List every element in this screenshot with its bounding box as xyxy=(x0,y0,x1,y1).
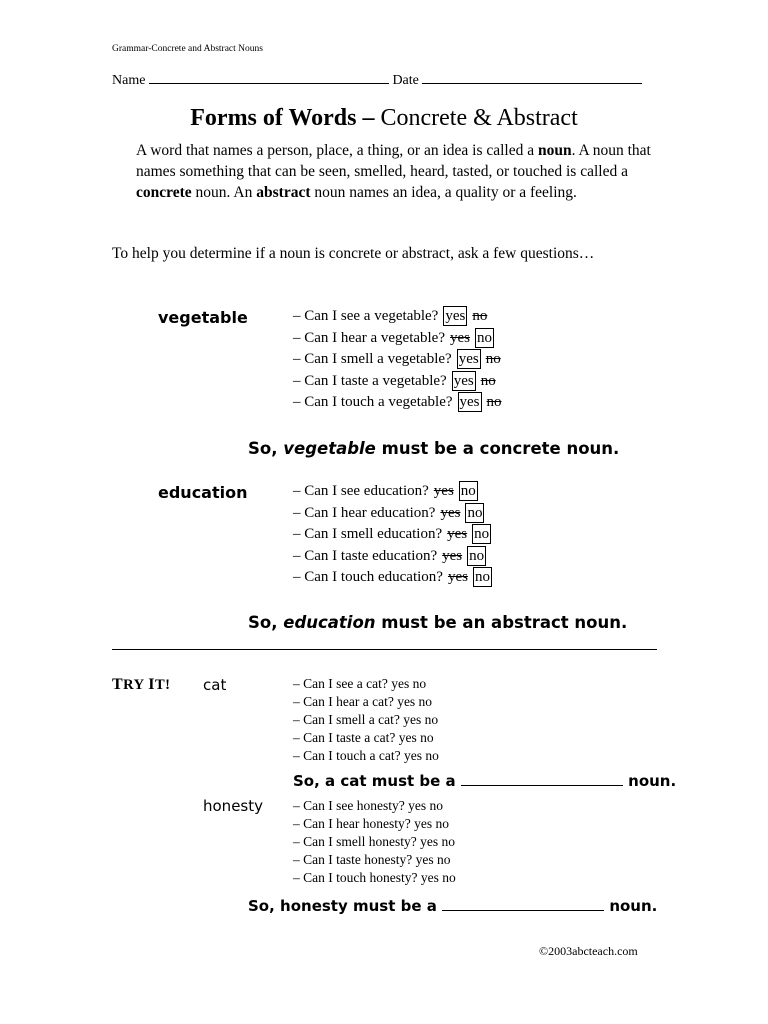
name-blank[interactable] xyxy=(149,70,389,84)
copyright-footer: ©2003abcteach.com xyxy=(539,944,638,958)
answer-yes-crossed: yes xyxy=(433,483,454,499)
conclusion-text: noun. xyxy=(609,897,658,915)
question-text: – Can I taste education? xyxy=(293,547,438,564)
page-title xyxy=(0,105,768,132)
try-it-letter: T xyxy=(112,676,124,693)
answer-no-crossed: no xyxy=(486,394,502,410)
date-blank[interactable] xyxy=(422,70,642,84)
intro-text: noun. An xyxy=(191,184,257,201)
conclusion-text: So, xyxy=(248,613,278,632)
question-row xyxy=(293,503,492,525)
try-question: – Can I hear a cat? yes no xyxy=(293,694,433,709)
try-it-letters: T! xyxy=(154,677,171,693)
question-text: – Can I touch education? xyxy=(293,569,443,585)
answer-yes-circled: yes xyxy=(453,372,474,389)
answer-yes-crossed: yes xyxy=(440,504,461,521)
title-bold: Forms of Words – xyxy=(190,105,375,131)
try-conclusion xyxy=(248,897,657,915)
intro-paragraph xyxy=(136,140,656,203)
answer-yes-crossed: yes xyxy=(447,569,468,585)
example-questions xyxy=(293,306,502,414)
question-text: – Can I see a vegetable? xyxy=(293,308,439,324)
conclusion-text: noun. xyxy=(628,772,677,790)
example-conclusion xyxy=(248,439,619,458)
try-it-letter: I xyxy=(148,676,155,693)
example-word: vegetable xyxy=(158,308,248,327)
question-row xyxy=(293,349,502,371)
question-row xyxy=(293,371,502,393)
try-question: – Can I touch a cat? yes no xyxy=(293,748,439,763)
question-row xyxy=(293,328,502,350)
answer-yes-crossed: yes xyxy=(442,547,463,564)
question-row xyxy=(293,481,492,503)
try-question: – Can I taste honesty? yes no xyxy=(293,852,451,867)
try-question: – Can I see a cat? yes no xyxy=(293,676,427,691)
date-label: Date xyxy=(392,73,419,88)
answer-yes-circled: yes xyxy=(459,394,480,410)
answer-yes-crossed: yes xyxy=(447,526,468,542)
title-regular: Concrete & Abstract xyxy=(380,105,578,131)
example-word: education xyxy=(158,483,248,502)
name-date-line xyxy=(112,70,642,89)
answer-no-crossed: no xyxy=(480,372,496,389)
try-question: – Can I see honesty? yes no xyxy=(293,798,443,813)
term-concrete: concrete xyxy=(136,184,192,201)
try-question: – Can I touch honesty? yes no xyxy=(293,870,456,885)
answer-blank[interactable] xyxy=(461,773,623,786)
try-conclusion xyxy=(293,772,676,790)
question-text: – Can I smell a vegetable? xyxy=(293,351,452,367)
conclusion-word: vegetable xyxy=(283,439,376,458)
try-it-label xyxy=(112,676,170,694)
answer-no-circled: no xyxy=(474,569,490,585)
answer-no-crossed: no xyxy=(472,308,488,324)
conclusion-text: must be a concrete noun. xyxy=(381,439,620,458)
question-text: – Can I touch a vegetable? xyxy=(293,394,453,410)
answer-yes-circled: yes xyxy=(458,351,479,367)
intro-text: A word that names a person, place, a thing, or an idea is called a xyxy=(136,142,539,159)
try-it-letters: RY xyxy=(123,677,149,693)
question-row xyxy=(293,546,492,568)
intro-text: . A noun that names something that can be seen, smelled, heard, tasted, or touched is called a xyxy=(136,142,651,180)
answer-no-circled: no xyxy=(474,526,490,542)
try-question: – Can I hear honesty? yes no xyxy=(293,816,449,831)
section-divider xyxy=(112,649,657,650)
conclusion-word: education xyxy=(283,613,376,632)
example-questions xyxy=(293,481,492,589)
term-noun: noun xyxy=(538,142,572,159)
answer-no-circled: no xyxy=(469,547,485,564)
question-row xyxy=(293,306,502,328)
try-question: – Can I smell a cat? yes no xyxy=(293,712,439,727)
answer-no-circled: no xyxy=(477,329,492,346)
answer-yes-crossed: yes xyxy=(450,329,470,346)
try-question: – Can I smell honesty? yes no xyxy=(293,834,455,849)
name-label: Name xyxy=(112,73,146,88)
question-text: – Can I hear a vegetable? xyxy=(293,329,445,346)
answer-no-circled: no xyxy=(467,504,483,521)
try-word: cat xyxy=(203,676,227,694)
conclusion-text: So, a cat must be a xyxy=(293,772,456,790)
try-question: – Can I taste a cat? yes no xyxy=(293,730,434,745)
worksheet-subject: Grammar-Concrete and Abstract Nouns xyxy=(112,44,263,54)
example-conclusion xyxy=(248,613,627,632)
answer-yes-circled: yes xyxy=(445,308,466,324)
question-row xyxy=(293,567,492,589)
conclusion-text: So, xyxy=(248,439,278,458)
answer-no-crossed: no xyxy=(485,351,501,367)
answer-blank[interactable] xyxy=(442,898,604,911)
answer-no-circled: no xyxy=(460,483,476,499)
try-questions xyxy=(293,797,456,887)
question-text: – Can I taste a vegetable? xyxy=(293,372,447,389)
question-text: – Can I hear education? xyxy=(293,504,436,521)
intro-text: noun names an idea, a quality or a feeling. xyxy=(310,184,577,201)
conclusion-text: So, honesty must be a xyxy=(248,897,437,915)
term-abstract: abstract xyxy=(256,184,311,201)
question-row xyxy=(293,524,492,546)
try-questions xyxy=(293,675,439,765)
question-row xyxy=(293,392,502,414)
question-text: – Can I see education? xyxy=(293,483,429,499)
conclusion-text: must be an abstract noun. xyxy=(381,613,628,632)
try-word: honesty xyxy=(203,797,263,815)
help-text: To help you determine if a noun is concrete or abstract, ask a few questions… xyxy=(112,245,595,262)
question-text: – Can I smell education? xyxy=(293,526,443,542)
